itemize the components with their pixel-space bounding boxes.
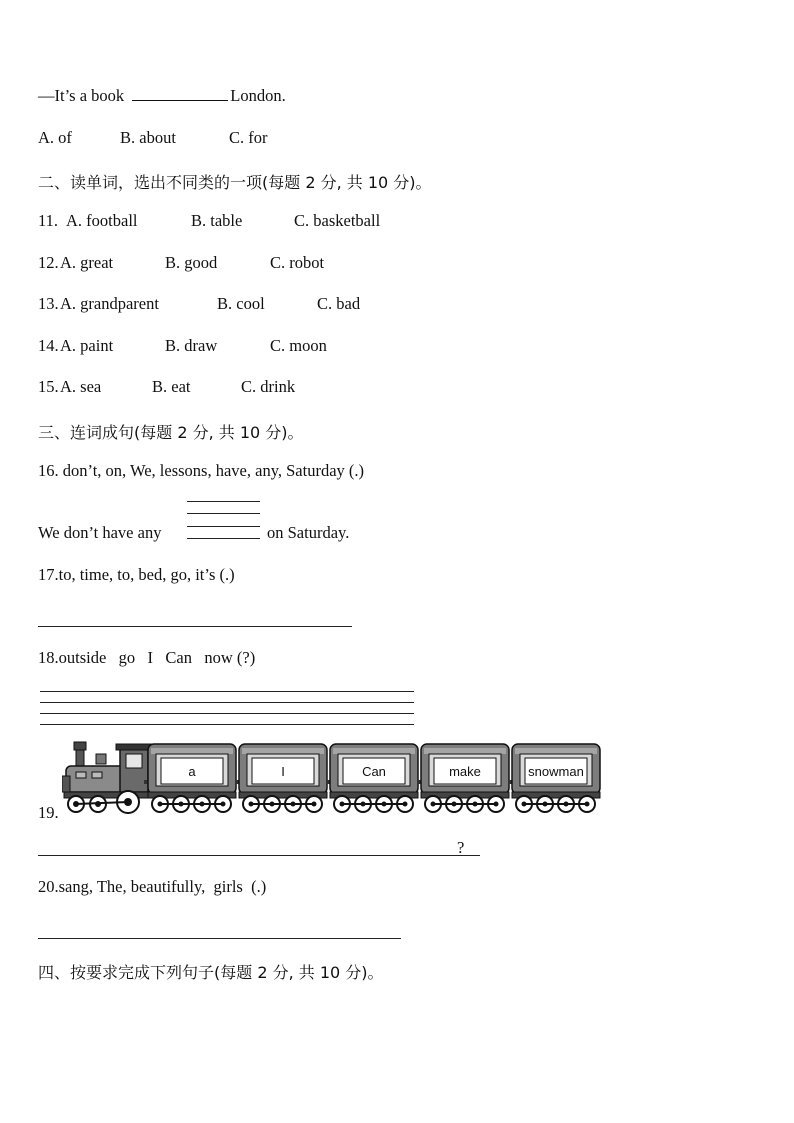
writing-line xyxy=(187,513,260,514)
car-word: I xyxy=(281,764,285,779)
question-number: 13. xyxy=(38,294,59,313)
option-b: B. good xyxy=(165,253,218,272)
question-number: 15. xyxy=(38,377,59,396)
option-a: A. grandparent xyxy=(60,294,159,313)
question-10-stem xyxy=(38,86,286,106)
answer-line[interactable] xyxy=(38,855,480,856)
train-car xyxy=(144,744,236,812)
answer-blank[interactable] xyxy=(132,99,228,101)
writing-line xyxy=(187,526,260,527)
question-11 xyxy=(38,211,380,231)
section-4-heading: 四、按要求完成下列句子(每题 2 分, 共 10 分)。 xyxy=(38,963,384,982)
option-b: B. draw xyxy=(165,336,218,355)
writing-line xyxy=(40,691,414,692)
train-cars xyxy=(62,740,604,818)
writing-line[interactable] xyxy=(40,724,414,725)
option-a: A. sea xyxy=(60,377,102,396)
car-word: snowman xyxy=(528,764,584,779)
question-number: 11. xyxy=(38,211,59,230)
question-17-prompt: 17.to, time, to, bed, go, it’s (.) xyxy=(38,565,235,584)
question-12 xyxy=(38,253,324,273)
train-car xyxy=(508,744,600,812)
question-18-prompt: 18.outside go I Can now (?) xyxy=(38,648,256,667)
writing-line xyxy=(40,713,414,714)
question-16-prompt: 16. don’t, on, We, lessons, have, any, Saturday (.) xyxy=(38,461,365,480)
option-b: B. table xyxy=(191,211,243,230)
stem-start: —It’s a book xyxy=(38,86,125,105)
question-10-options xyxy=(38,128,268,148)
writing-line xyxy=(187,501,260,502)
train-car xyxy=(235,744,327,812)
answer-line[interactable] xyxy=(38,938,401,939)
train-car xyxy=(326,744,418,812)
car-word: make xyxy=(449,764,481,779)
option-a: A. football xyxy=(66,211,138,230)
option-c: C. bad xyxy=(317,294,361,313)
option-c: C. moon xyxy=(270,336,327,355)
option-b: B. cool xyxy=(217,294,265,313)
question-14 xyxy=(38,336,327,356)
section-2-heading: 二、读单词，选出不同类的一项(每题 2 分, 共 10 分)。 xyxy=(38,173,432,192)
option-c: C. for xyxy=(229,128,268,147)
car-word: a xyxy=(188,764,196,779)
option-a: A. of xyxy=(38,128,72,147)
option-a: A. paint xyxy=(60,336,114,355)
writing-line xyxy=(40,702,414,703)
option-a: A. great xyxy=(60,253,114,272)
stem-end: London. xyxy=(230,86,286,105)
answer-line[interactable] xyxy=(38,626,352,627)
section-3-heading: 三、连词成句(每题 2 分, 共 10 分)。 xyxy=(38,423,304,442)
car-word: Can xyxy=(362,764,386,779)
option-b: B. about xyxy=(120,128,176,147)
question-19-number: 19. xyxy=(38,803,59,822)
question-15 xyxy=(38,377,295,397)
option-c: C. basketball xyxy=(294,211,381,230)
question-number: 12. xyxy=(38,253,59,272)
option-c: C. drink xyxy=(241,377,296,396)
question-13 xyxy=(38,294,360,314)
train-car xyxy=(417,744,509,812)
writing-line[interactable] xyxy=(187,538,260,539)
question-16-answer-end: on Saturday. xyxy=(267,523,350,542)
question-mark: ? xyxy=(457,838,465,857)
option-b: B. eat xyxy=(152,377,191,396)
option-c: C. robot xyxy=(270,253,325,272)
question-number: 14. xyxy=(38,336,59,355)
question-16-answer-start: We don’t have any xyxy=(38,523,162,542)
question-20-prompt: 20.sang, The, beautifully, girls (.) xyxy=(38,877,267,896)
